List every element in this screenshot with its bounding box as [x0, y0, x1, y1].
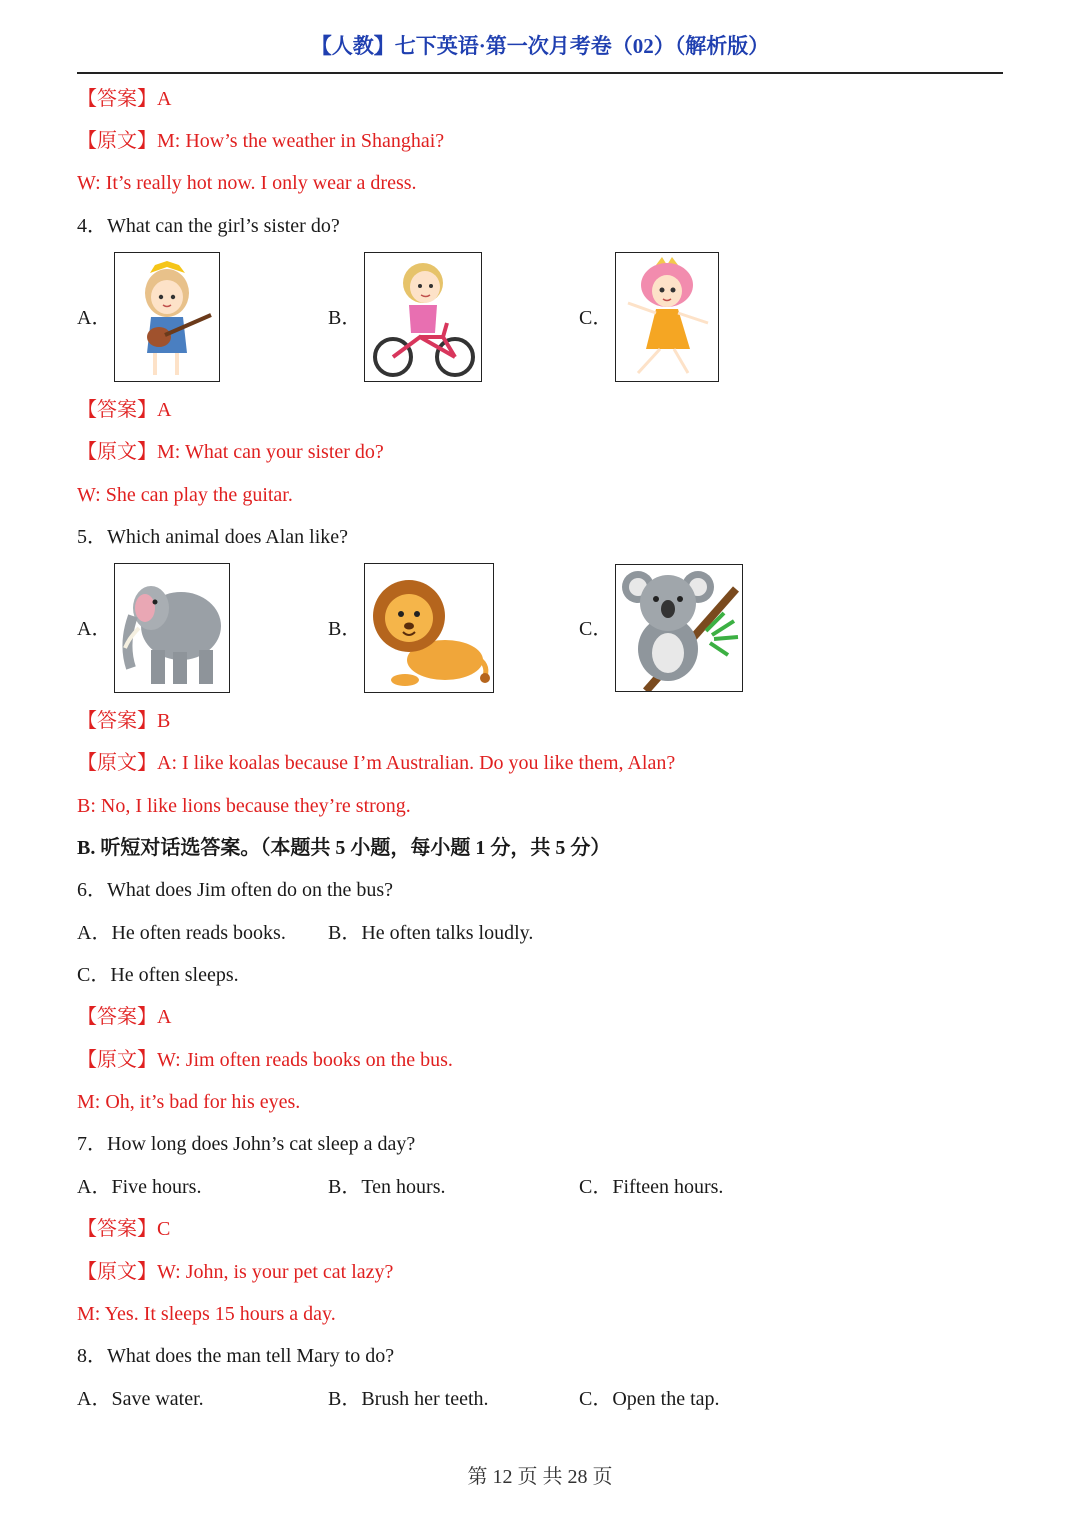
q4-question: 4．What can the girl’s sister do?	[77, 215, 340, 237]
q6-script-line-2: M: Oh, it’s bad for his eyes.	[77, 1091, 301, 1113]
q5-script-line-2: B: No, I like lions because they’re strong.	[77, 795, 411, 817]
q6-option-c: C．He often sleeps.	[77, 964, 239, 986]
q4-option-c-label: C．	[579, 307, 613, 329]
section-b-title: B. 听短对话选答案。（本题共 5 小题，每小题 1 分，共 5 分）	[77, 837, 611, 859]
koala-image	[615, 564, 743, 692]
q5-option-a-label: A．	[77, 618, 112, 640]
q6-answer: 【答案】A	[77, 1006, 172, 1028]
q8-option-a: A．Save water.	[77, 1388, 204, 1410]
q4-option-b-label: B．	[328, 307, 362, 329]
q4-script-line-1: 【原文】M: What can your sister do?	[77, 441, 384, 463]
page-number: 第 12 页 共 28 页	[467, 1466, 613, 1488]
q7-script-line-2: M: Yes. It sleeps 15 hours a day.	[77, 1303, 336, 1325]
q4-answer: 【答案】A	[77, 399, 172, 421]
q7-script-line-1: 【原文】W: John, is your pet cat lazy?	[77, 1261, 394, 1283]
q7-option-b: B．Ten hours.	[328, 1176, 446, 1198]
header-divider	[77, 72, 1003, 74]
q5-question: 5．Which animal does Alan like?	[77, 526, 349, 548]
q8-question: 8．What does the man tell Mary to do?	[77, 1345, 395, 1367]
dancing-girl-image	[615, 252, 719, 382]
lion-image	[364, 563, 494, 693]
q8-option-b: B．Brush her teeth.	[328, 1388, 489, 1410]
q4-script-line-2: W: She can play the guitar.	[77, 484, 293, 506]
girl-bike-image	[364, 252, 482, 382]
q7-option-c: C．Fifteen hours.	[579, 1176, 724, 1198]
q7-question: 7．How long does John’s cat sleep a day?	[77, 1133, 416, 1155]
q6-script-line-1: 【原文】W: Jim often reads books on the bus.	[77, 1049, 453, 1071]
q5-answer: 【答案】B	[77, 710, 171, 732]
q7-option-a: A．Five hours.	[77, 1176, 202, 1198]
q5-option-c-label: C．	[579, 618, 613, 640]
girl-guitar-image	[114, 252, 220, 382]
q3-answer: 【答案】A	[77, 88, 172, 110]
q8-option-c: C．Open the tap.	[579, 1388, 720, 1410]
q5-option-b-label: B．	[328, 618, 362, 640]
q6-option-a: A．He often reads books.	[77, 922, 286, 944]
document-header: 【人教】七下英语·第一次月考卷（02）（解析版）	[310, 34, 770, 58]
q3-script-line-2: W: It’s really hot now. I only wear a dress.	[77, 172, 417, 194]
q4-option-a-label: A．	[77, 307, 112, 329]
q6-question: 6．What does Jim often do on the bus?	[77, 879, 394, 901]
q7-answer: 【答案】C	[77, 1218, 171, 1240]
q5-script-line-1: 【原文】A: I like koalas because I’m Australian. Do you like them, Alan?	[77, 752, 676, 774]
q6-option-b: B．He often talks loudly.	[328, 922, 534, 944]
elephant-image	[114, 563, 230, 693]
q3-script-line-1: 【原文】M: How’s the weather in Shanghai?	[77, 130, 445, 152]
